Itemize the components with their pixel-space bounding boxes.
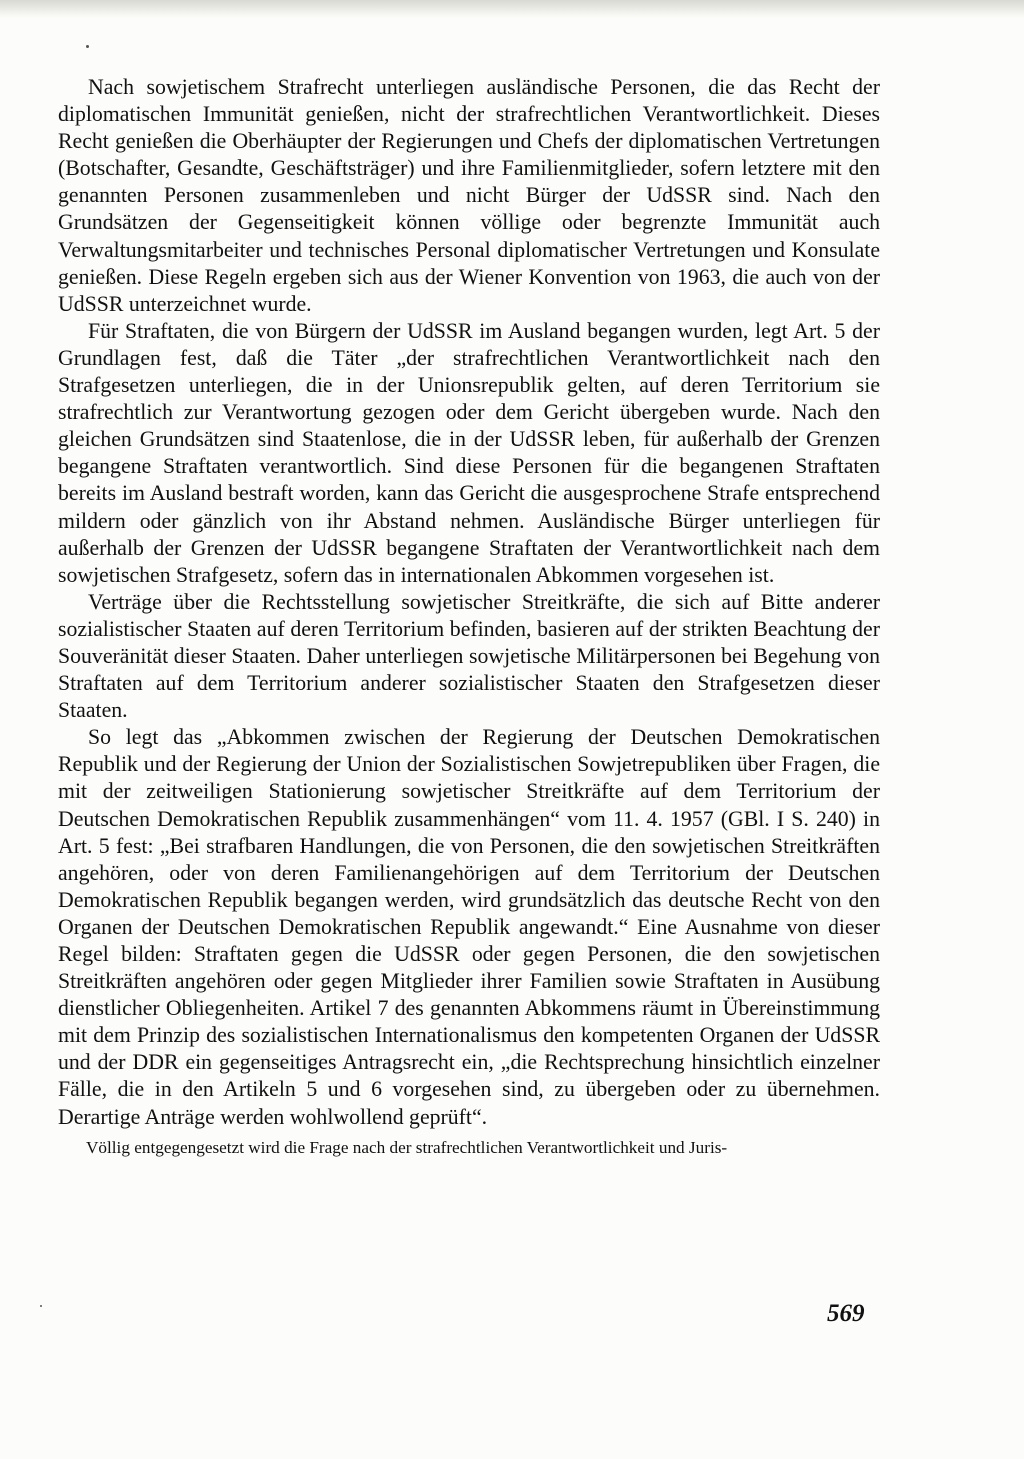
scan-speck	[86, 45, 89, 48]
paragraph-5: Völlig entgegengesetzt wird die Frage nach der strafrechtlichen Verantwortlichkeit und Juris-	[86, 1137, 728, 1157]
paragraph-2: Für Straftaten, die von Bürgern der UdSSR im Ausland begangen wurden, legt Art. 5 der Grundlagen fest, daß die Täter „der strafrechtlichen Verantwortlichkeit nach den Strafgesetzen unterliegen, die in der Unionsrepublik gelten, auf deren Territorium sie strafrechtlich zur Verantwortung gezogen oder dem Gericht übergeben wurde. Nach den gleichen Grundsätzen sind Staatenlose, die in der UdSSR leben, für außerhalb der Grenzen begangene Straftaten verantwortlich. Sind diese Personen für die begangenen Straftaten bereits im Ausland bestraft worden, kann das Gericht die ausgesprochene Strafe entsprechend mildern oder gänzlich von ihr Abstand nehmen. Ausländische Bürger unterliegen für außerhalb der Grenzen der UdSSR begangene Straftaten der Verantwortlichkeit nach dem sowjetischen Strafgesetz, sofern das in internationalen Abkommen vorgesehen ist.	[58, 318, 880, 587]
page-number: 569	[827, 1300, 865, 1327]
paragraph-3: Verträge über die Rechtsstellung sowjetischer Streitkräfte, die sich auf Bitte anderer sozialistischer Staaten auf deren Territorium befinden, basieren auf der strikten Beachtung der Souveränität dieser Staaten. Daher unterliegen sowjetische Militärpersonen bei Begehung von Straftaten auf dem Territorium anderer sozialistischer Staaten den Strafgesetzen dieser Staaten.	[58, 589, 880, 723]
paragraph-1: Nach sowjetischem Strafrecht unterliegen ausländische Personen, die das Recht der diplomatischen Immunität genießen, nicht der strafrechtlichen Verantwortlichkeit. Dieses Recht genießen die Oberhäupter der Regierungen und Chefs der diplomatischen Vertretungen (Botschafter, Gesandte, Geschäftsträger) und ihre Familienmitglieder, sofern letztere mit den genannten Personen zusammenleben und nicht Bürger der UdSSR sind. Nach den Grundsätzen der Gegenseitigkeit können völlige oder begrenzte Immunität auch Verwaltungsmitarbeiter und technisches Personal diplomatischer Vertretungen und Konsulate genießen. Diese Regeln ergeben sich aus der Wiener Konvention von 1963, die auch von der UdSSR unterzeichnet wurde.	[58, 75, 880, 316]
paragraph-4: So legt das „Abkommen zwischen der Regierung der Deutschen Demokratischen Republik und der Regierung der Union der Sozialistischen Sowjetrepubliken über Fragen, die mit der zeitweiligen Stationierung sowjetischer Streitkräfte auf dem Territorium der Deutschen Demokratischen Republik zusammenhängen“ vom 11. 4. 1957 (GBl. I S. 240) in Art. 5 fest: „Bei strafbaren Handlungen, die von Personen, die den sowjetischen Streitkräften angehören, oder von deren Familienangehörigen auf dem Territorium der Deutschen Demokratischen Republik begangen werden, wird grundsätzlich das deutsche Recht von den Organen der Deutschen Demokratischen Republik angewandt.“ Eine Ausnahme von dieser Regel bilden: Straftaten gegen die UdSSR oder gegen Personen, die den sowjetischen Streitkräften angehören oder gegen Mitglieder ihrer Familien sowie Straftaten in Ausübung dienstlicher Obliegenheiten. Artikel 7 des genannten Abkommens räumt in Übereinstimmung mit dem Prinzip des sozialistischen Internationalismus den kompetenten Organen der UdSSR und der DDR ein gegenseitiges Antragsrecht ein, „die Rechtsprechung hinsichtlich einzelner Fälle, die in den Artikeln 5 und 6 vorgesehen sind, zu übergeben oder zu übernehmen. Derartige Anträge werden wohlwollend geprüft“.	[58, 725, 880, 1129]
scan-top-edge	[0, 0, 1024, 18]
scan-speck	[40, 1305, 42, 1307]
body-text	[58, 74, 880, 1159]
